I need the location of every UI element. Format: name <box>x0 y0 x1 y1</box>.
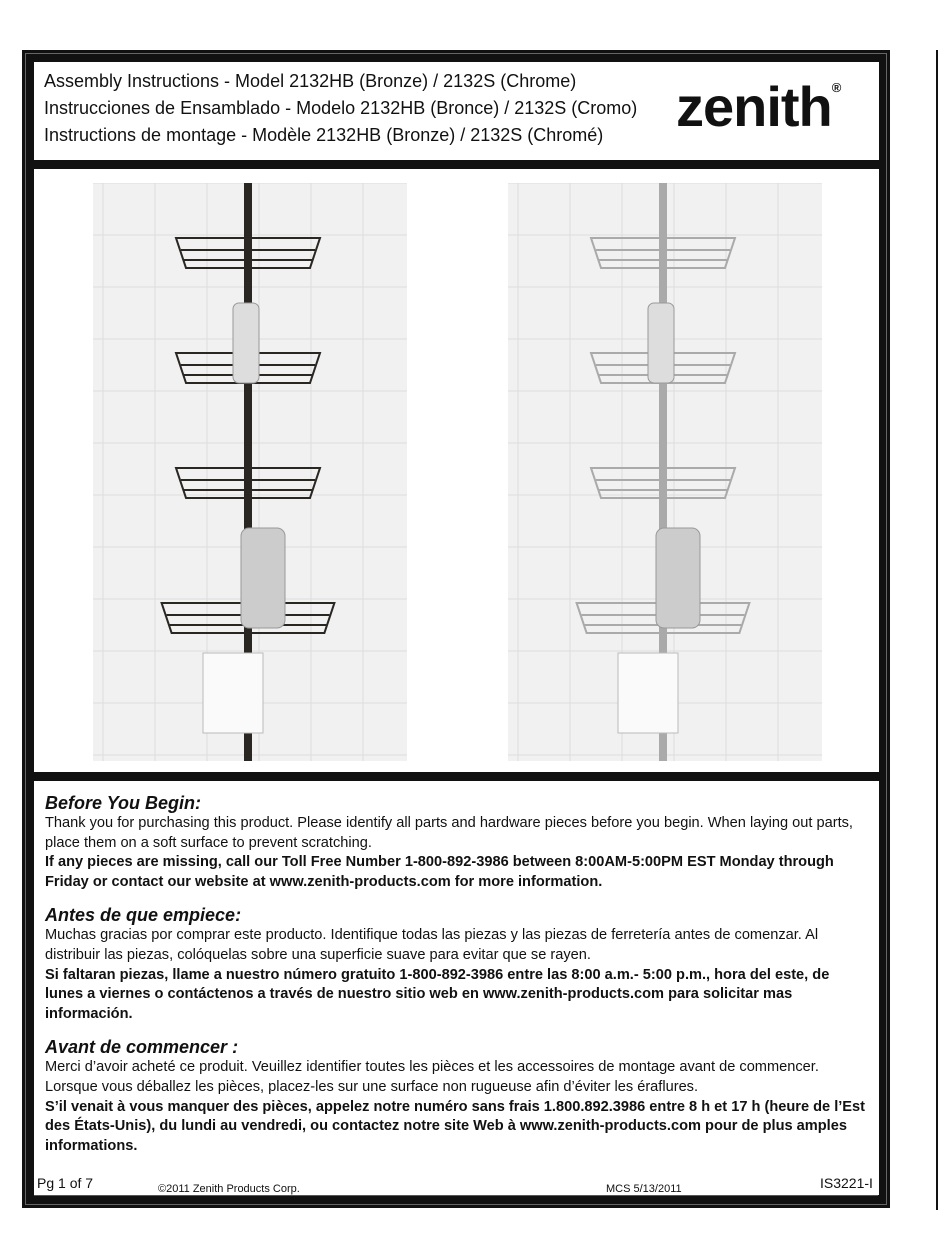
next-page-edge <box>936 50 938 1210</box>
divider-bar <box>34 160 879 169</box>
section-contact: If any pieces are missing, call our Toll Free Number 1-800-892-3986 between 8:00AM-5:00PM EST Monday through Friday or contact our website at www.zenith-products.com for more information. <box>45 854 834 890</box>
section-es <box>45 904 870 1024</box>
section-contact: S’il venait à vous manquer des pièces, appelez notre numéro sans frais 1.800.892.3986 entre 8 h et 17 h (heure de l’Est des États-Unis), du lundi au vendredi, ou contactez notre site Web à www.zenith-products.com pour de plus amples informations. <box>45 1098 866 1154</box>
page-number: Pg 1 of 7 <box>37 1175 94 1191</box>
registered-mark: ® <box>831 80 841 95</box>
instructions-text <box>45 792 870 1168</box>
section-title: Antes de que empiece: <box>45 905 242 926</box>
section-en <box>45 792 870 892</box>
page <box>34 62 879 1195</box>
logo-text: zenith <box>676 75 832 138</box>
section-body: Merci d’avoir acheté ce produit. Veuillez identifier toutes les pièces et les accessoires de montage avant de commencer. Lorsque vous déballez les pièces, placez-les sur une surface non rugueuse afin d’éviter les éraflures. <box>45 1059 819 1095</box>
zenith-logo <box>676 74 840 139</box>
section-body: Thank you for purchasing this product. Please identify all parts and hardware pieces before you begin. When laying out parts, place them on a soft surface to prevent scratching. <box>45 815 853 851</box>
bronze-caddy-photo <box>93 183 407 761</box>
title-block <box>44 68 637 149</box>
revision-date: MCS 5/13/2011 <box>606 1183 682 1195</box>
divider-bar <box>34 772 879 781</box>
title-fr: Instructions de montage - Modèle 2132HB (Bronze) / 2132S (Chromé) <box>44 125 604 145</box>
title-es: Instrucciones de Ensamblado - Modelo 2132HB (Bronce) / 2132S (Cromo) <box>44 98 638 118</box>
title-en: Assembly Instructions - Model 2132HB (Bronze) / 2132S (Chrome) <box>44 71 577 91</box>
document-code: IS3221-I <box>820 1175 873 1191</box>
chrome-caddy-photo <box>508 183 822 761</box>
section-fr <box>45 1036 870 1156</box>
section-title: Avant de commencer : <box>45 1037 239 1058</box>
section-title: Before You Begin: <box>45 793 202 813</box>
section-contact: Si faltaran piezas, llame a nuestro número gratuito 1-800-892-3986 entre las 8:00 a.m.- 5:00 p.m., hora del este, de lunes a viernes o contáctenos a través de nuestro sitio web en www.zenith-products.com para solicitar mas información. <box>45 966 830 1022</box>
section-body: Muchas gracias por comprar este producto. Identifique todas las piezas y las piezas de ferretería antes de comenzar. Al distribuir las piezas, colóquelas sobre una superficie suave para evitar que se rayen. <box>45 927 819 963</box>
copyright: ©2011 Zenith Products Corp. <box>158 1183 300 1195</box>
